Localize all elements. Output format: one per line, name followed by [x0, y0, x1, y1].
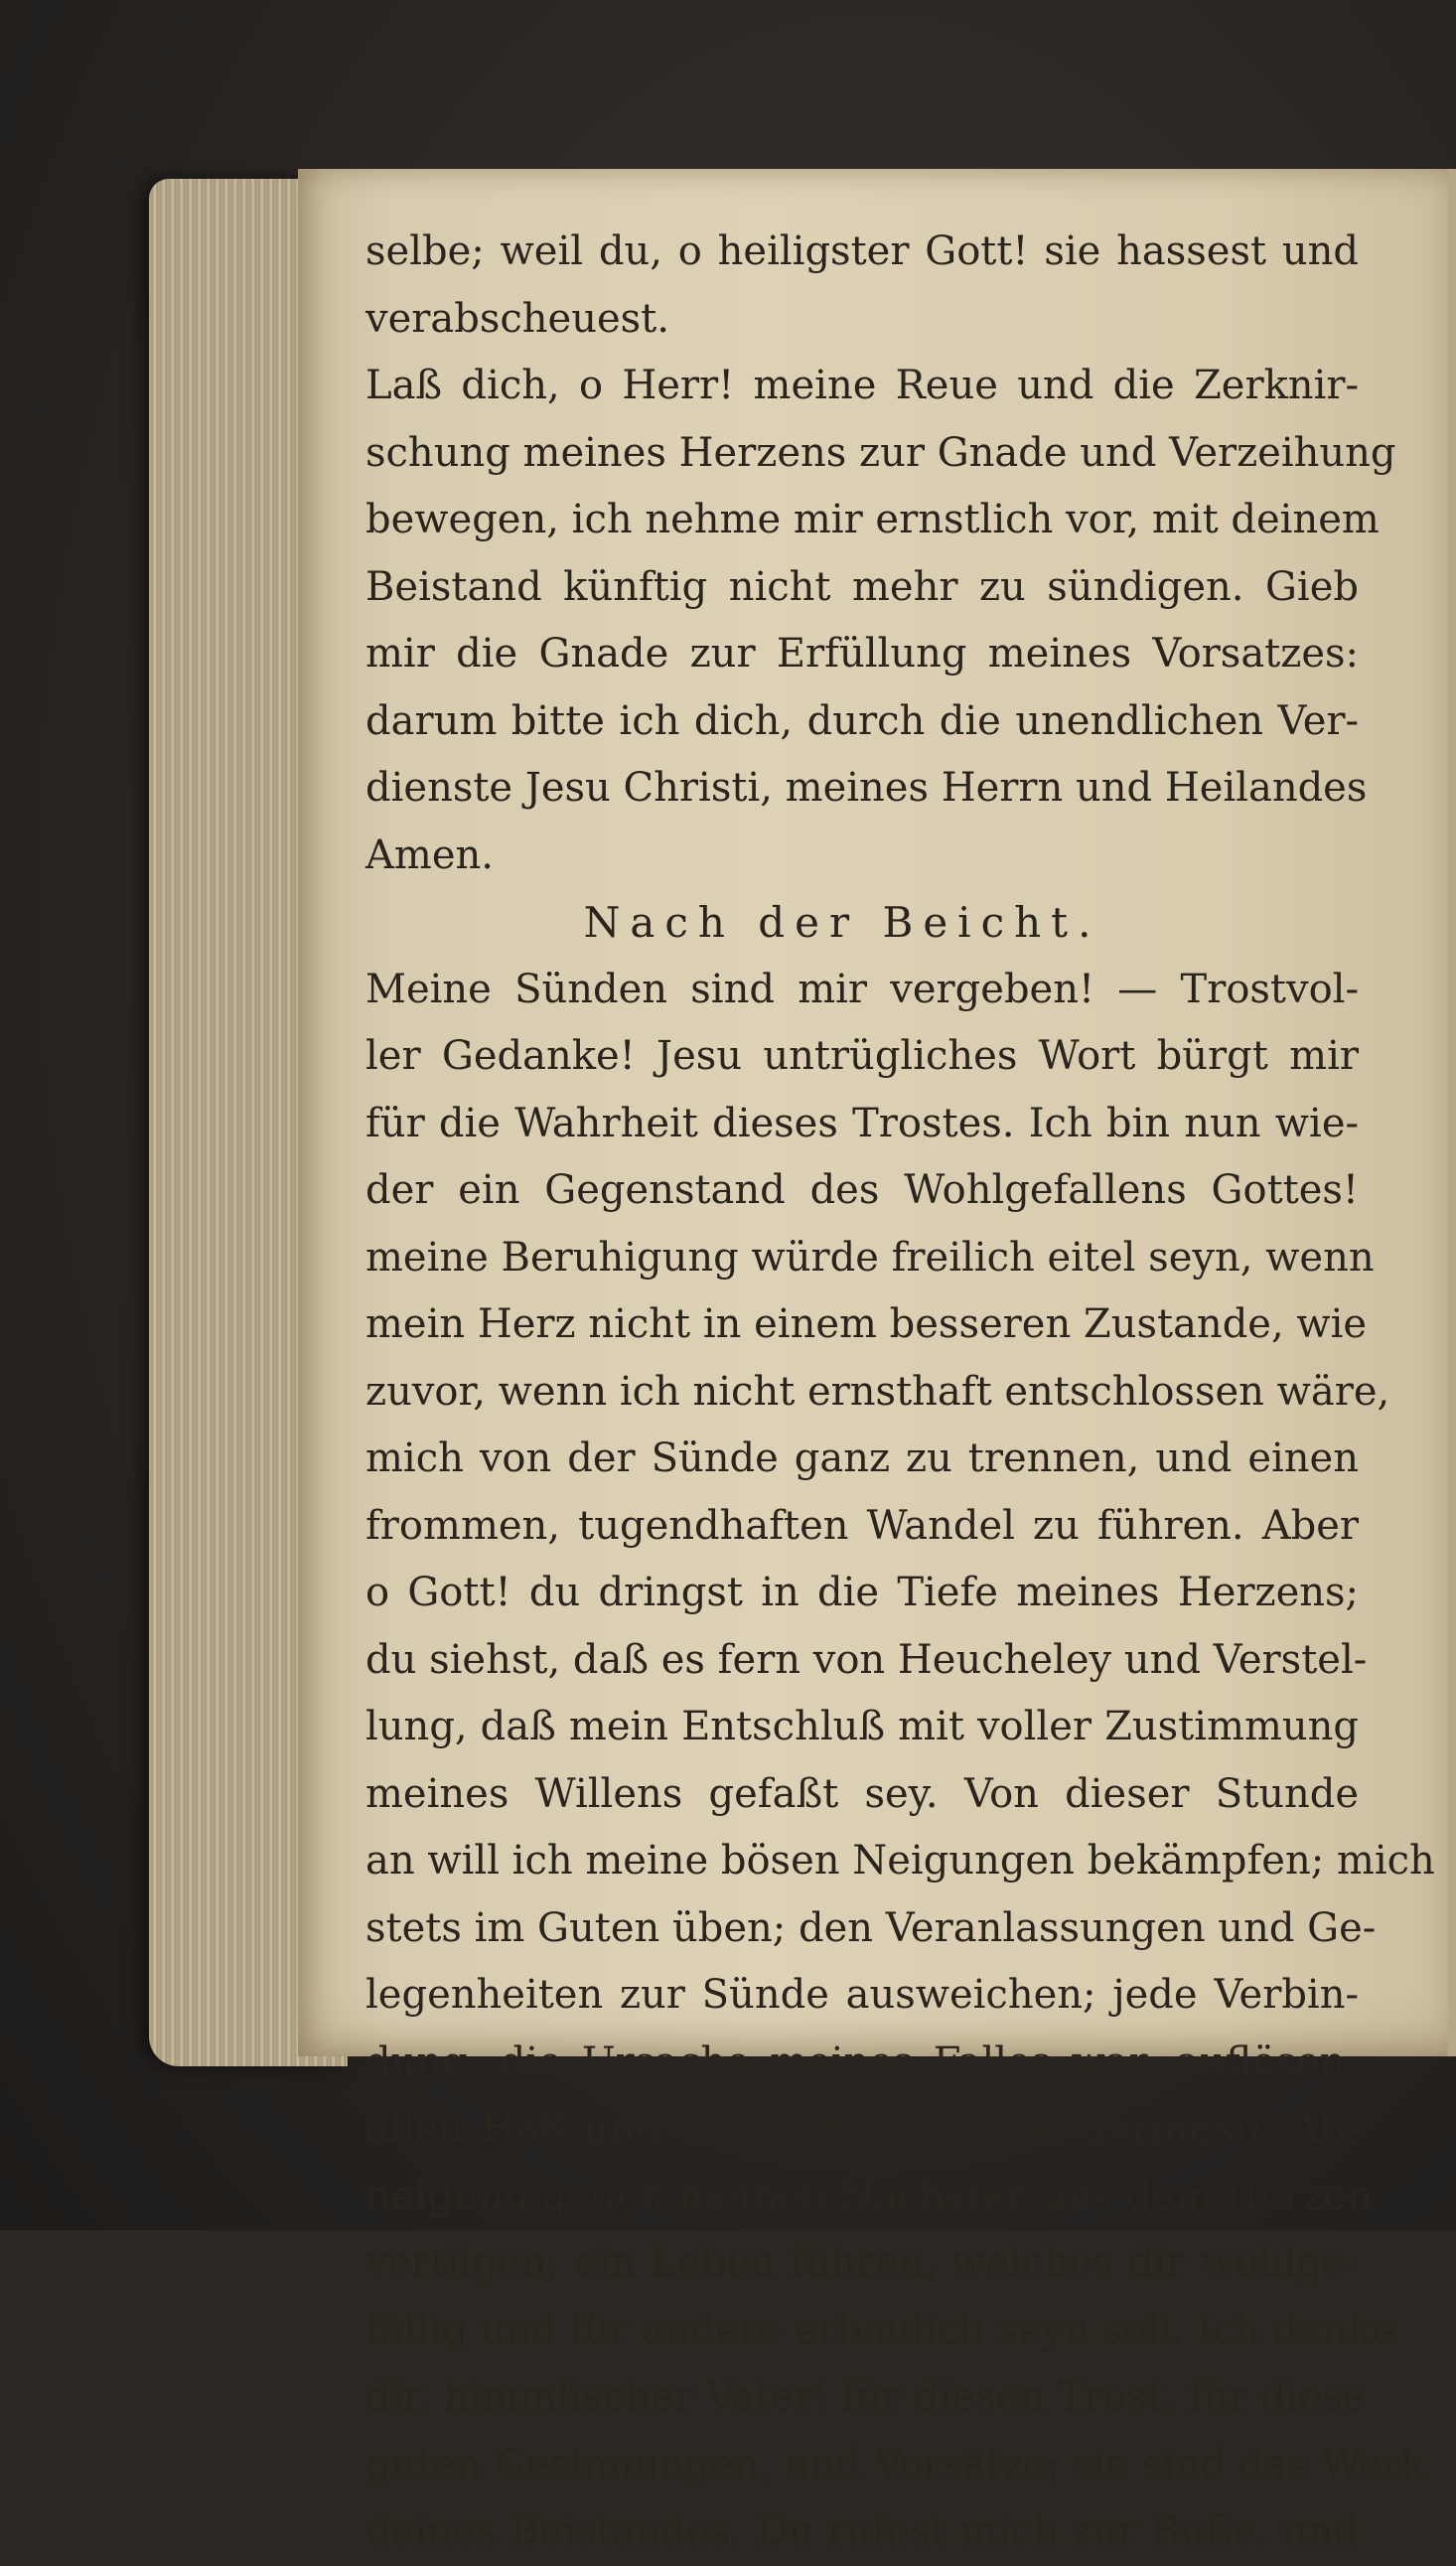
- text-line: Beistand künftig nicht mehr zu sündigen. Gieb: [365, 563, 1359, 610]
- text-line: ler Gedanke! Jesu untrügliches Wort bürgt mir: [365, 1033, 1359, 1079]
- text-line: meine Beruhigung würde freilich eitel seyn, wenn: [365, 1234, 1375, 1281]
- text-line: allen Haß und Groll und auch die geringste Ab-: [365, 2106, 1359, 2152]
- text-line: du siehst, daß es fern von Heucheley und Verstel-: [365, 1636, 1368, 1683]
- text-line: meines Willens gefaßt sey. Von dieser Stunde: [365, 1770, 1359, 1817]
- text-line: lung, daß mein Entschluß mit voller Zustimmung: [365, 1704, 1359, 1749]
- text-line: dung, die Ursache meines Falles war, auflösen;: [365, 2038, 1359, 2085]
- text-line: dienste Jesu Christi, meines Herrn und Heilandes: [365, 765, 1368, 811]
- text-line: selbe; weil du, o heiligster Gott! sie hassest und: [365, 228, 1359, 274]
- text-line: vertilgen; ein Leben führen, welches dir wohlge-: [365, 2240, 1359, 2286]
- text-line: frommen, tugendhaften Wandel zu führen. Aber: [365, 1502, 1359, 1549]
- text-line: der ein Gegenstand des Wohlgefallens Gottes!: [365, 1167, 1359, 1213]
- text-line: mir die Gnade zur Erfüllung meines Vorsatzes:: [365, 631, 1359, 677]
- text-line: bewegen, ich nehme mir ernstlich vor, mit deinem: [365, 497, 1380, 542]
- text-line: schung meines Herzens zur Gnade und Verzeihung: [365, 429, 1396, 476]
- text-line: verabscheuest.: [365, 295, 669, 342]
- text-line: fällig und für andere erbaulich seyn soll. Ich danke: [365, 2307, 1396, 2353]
- text-line: zuvor, wenn ich nicht ernsthaft entschlossen wäre,: [365, 1368, 1390, 1415]
- paragraphs-before-heading: [365, 219, 1396, 889]
- text-line: neigung gegen meinen Nächsten aus dem Herzen: [365, 2173, 1373, 2219]
- paragraph-after-heading: [365, 957, 1435, 2566]
- facing-page-edge: [1448, 169, 1456, 2056]
- text-line: mich von der Sünde ganz zu trennen, und einen: [365, 1435, 1359, 1481]
- text-line: Laß dich, o Herr! meine Reue und die Zerknir-: [365, 363, 1359, 408]
- page-text: [365, 219, 1435, 2566]
- text-line: Meine Sünden sind mir vergeben! — Trostvol-: [365, 966, 1359, 1012]
- text-line: dir, himmlischer Vater! für diesen Trost, für diese: [365, 2374, 1367, 2420]
- text-line: o Gott! du dringst in die Tiefe meines Herzens;: [365, 1570, 1359, 1615]
- text-line: legenheiten zur Sünde ausweichen; jede Verbin-: [365, 1972, 1359, 2018]
- text-line: deines Beistandes. Du rufest mich zur Buße, und: [365, 2508, 1359, 2554]
- text-line: für die Wahrheit dieses Trostes. Ich bin nun wie-: [365, 1100, 1359, 1146]
- text-line: an will ich meine bösen Neigungen bekämpfen; mich: [365, 1838, 1435, 1884]
- text-line: mein Herz nicht in einem besseren Zustande, wie: [365, 1301, 1368, 1347]
- text-line: guten Gesinnungen, und Vorsätze; sie sind das Werk: [365, 2441, 1425, 2488]
- text-line: Amen.: [365, 831, 494, 878]
- text-line: stets im Guten üben; den Veranlassungen und Ge-: [365, 1904, 1377, 1951]
- section-heading: Nach der Beicht.: [583, 898, 1101, 947]
- text-line: darum bitte ich dich, durch die unendlichen Ver-: [365, 697, 1359, 744]
